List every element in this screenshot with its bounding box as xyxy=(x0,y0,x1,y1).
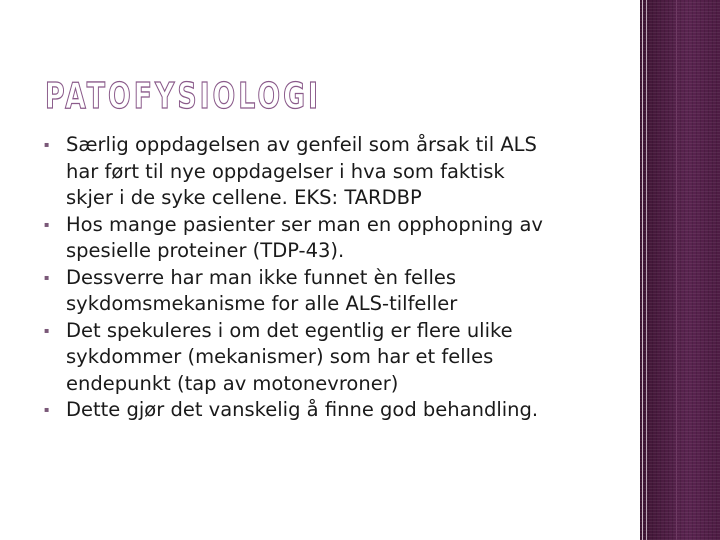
slide-title-graphic xyxy=(44,74,344,117)
bullet-item xyxy=(44,318,614,398)
bullet-item xyxy=(44,397,614,424)
bullet-marker-icon: ▪ xyxy=(44,272,50,282)
bullet-marker-icon: ▪ xyxy=(44,140,50,149)
bullet-marker-icon: ▪ xyxy=(44,325,50,335)
decorative-stripe xyxy=(676,0,677,540)
bullet-text-line: Særlig oppdagelsen av genfeil som årsak til ALS xyxy=(66,133,537,156)
bullet-text-line: har ført til nye oppdagelser i hva som faktisk xyxy=(66,159,505,183)
bullet-text-line: spesielle proteiner (TDP-43). xyxy=(66,239,345,262)
slide-title: PATOFYSIOLOGI xyxy=(45,76,321,117)
bullet-text-line: Dessverre har man ikke funnet èn felles xyxy=(66,265,457,289)
bullet-text-line: Dette gjør det vanskelig å finne god behandling. xyxy=(66,398,539,421)
decorative-side-panel xyxy=(640,0,720,540)
slide-title-container xyxy=(44,74,344,117)
decorative-stripe xyxy=(646,0,647,540)
bullet-item xyxy=(44,212,614,265)
bullet-marker-icon: ▪ xyxy=(44,219,50,229)
bullet-text-line: endepunkt (tap av motonevroner) xyxy=(66,371,399,395)
bullet-text-line: Det spekuleres i om det egentlig er flere ulike xyxy=(66,318,513,342)
bullet-text-line: Hos mange pasienter ser man en opphopning av xyxy=(66,212,543,236)
bullet-item xyxy=(44,265,614,318)
decorative-stripe xyxy=(642,0,643,540)
bullet-text-line: sykdomsmekanisme for alle ALS-tilfeller xyxy=(66,292,458,315)
bullet-item xyxy=(44,132,614,212)
bullet-marker-icon: ▪ xyxy=(44,405,50,414)
bullet-list xyxy=(44,132,614,424)
bullet-text-line: sykdommer (mekanismer) som har et felles xyxy=(66,345,494,368)
bullet-text-line: skjer i de syke cellene. EKS: TARDBP xyxy=(66,186,422,209)
